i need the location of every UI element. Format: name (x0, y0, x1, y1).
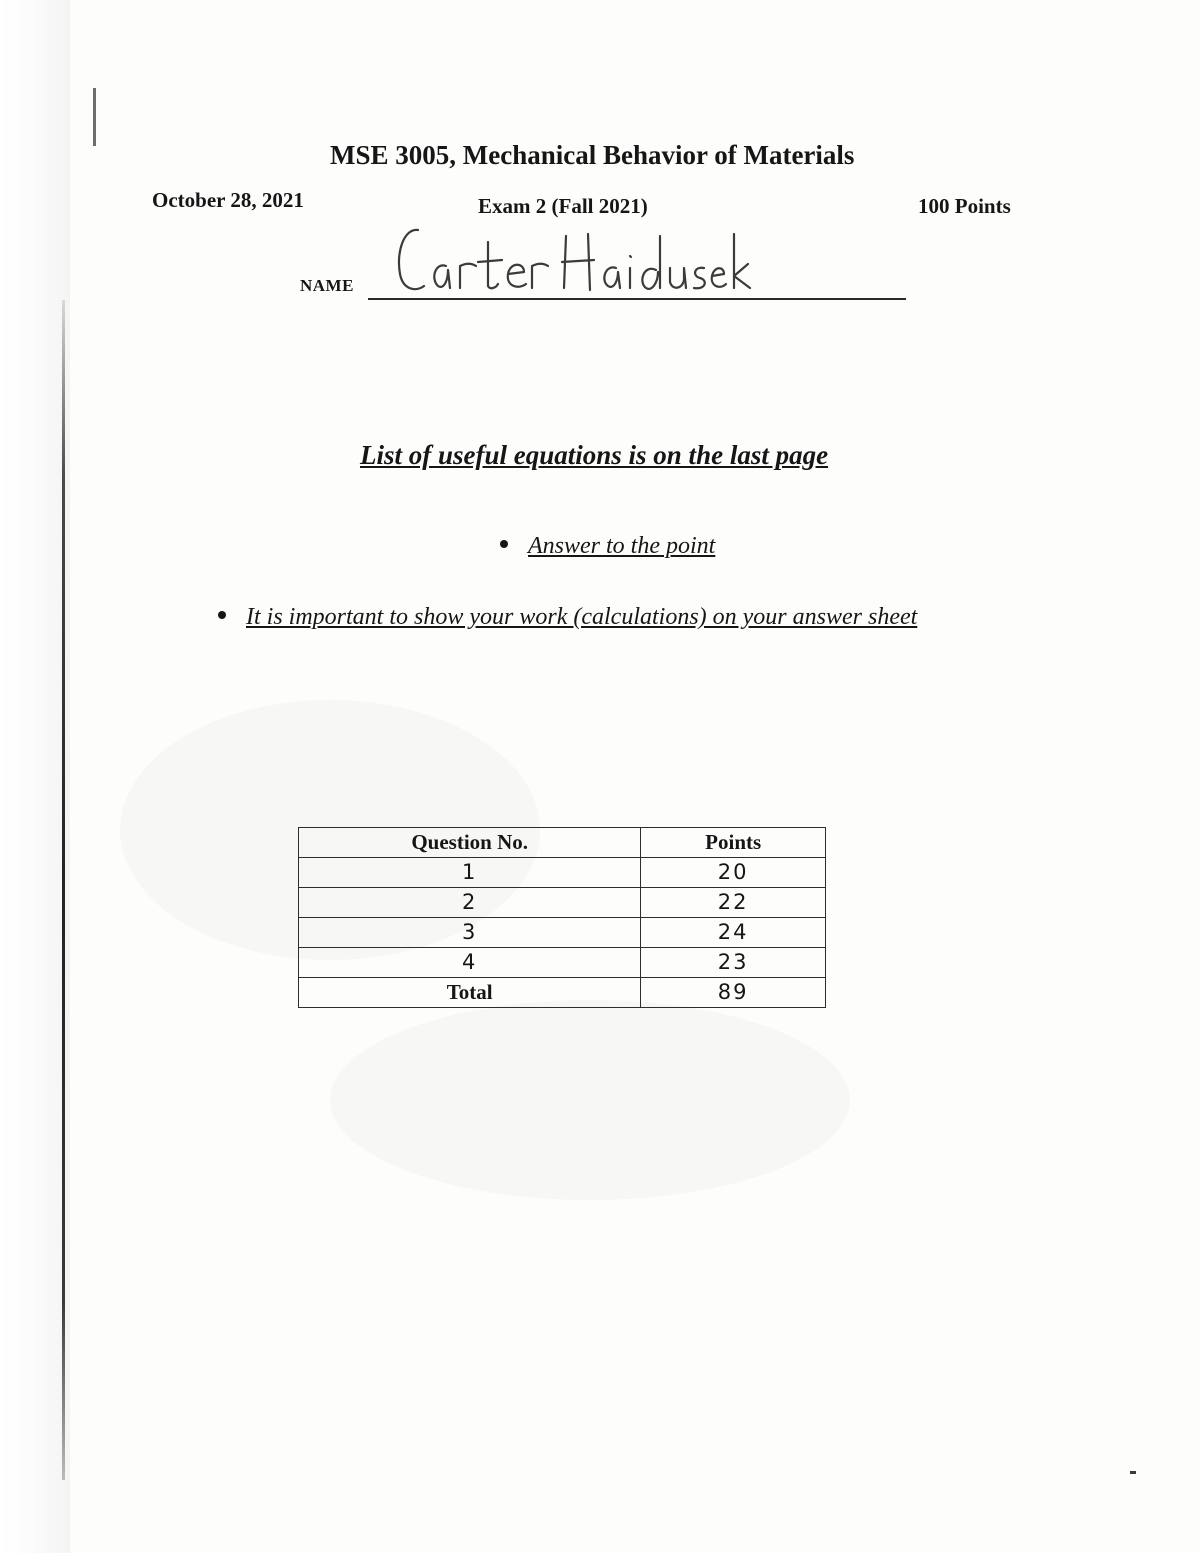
table-row (299, 888, 826, 918)
column-header-question: Question No. (299, 828, 641, 858)
scan-dot (1130, 1471, 1136, 1474)
table-row (299, 858, 826, 888)
question-points: 24 (641, 918, 826, 948)
table-header-row (299, 828, 826, 858)
equations-note: List of useful equations is on the last page (360, 440, 829, 470)
paper-bleed (330, 1000, 850, 1200)
bullet-item (500, 533, 715, 560)
column-header-points: Points (641, 828, 826, 858)
total-label: Total (299, 978, 641, 1008)
table-row (299, 918, 826, 948)
course-title: MSE 3005, Mechanical Behavior of Materials (330, 140, 855, 170)
table-row (299, 948, 826, 978)
score-table (298, 827, 826, 1008)
table-total-row (299, 978, 826, 1008)
total-score: 89 (641, 978, 826, 1008)
question-points: 22 (641, 888, 826, 918)
question-points: 23 (641, 948, 826, 978)
bullet-item (218, 604, 917, 631)
scan-shadow (0, 0, 70, 1553)
exam-date: October 28, 2021 (152, 188, 304, 212)
bullet-text: Answer to the point (528, 533, 716, 559)
question-number: 1 (299, 858, 641, 888)
bullet-icon (218, 611, 226, 619)
edge-mark (93, 88, 96, 146)
question-number: 3 (299, 918, 641, 948)
paper-edge (62, 300, 65, 1480)
exam-name: Exam 2 (Fall 2021) (478, 194, 648, 218)
name-label: NAME (300, 276, 354, 295)
question-number: 4 (299, 948, 641, 978)
question-points: 20 (641, 858, 826, 888)
bullet-text: It is important to show your work (calculations) on your answer sheet (246, 604, 918, 630)
bullet-icon (500, 540, 508, 548)
question-number: 2 (299, 888, 641, 918)
handwritten-name (394, 222, 754, 302)
total-points-label: 100 Points (918, 194, 1011, 218)
